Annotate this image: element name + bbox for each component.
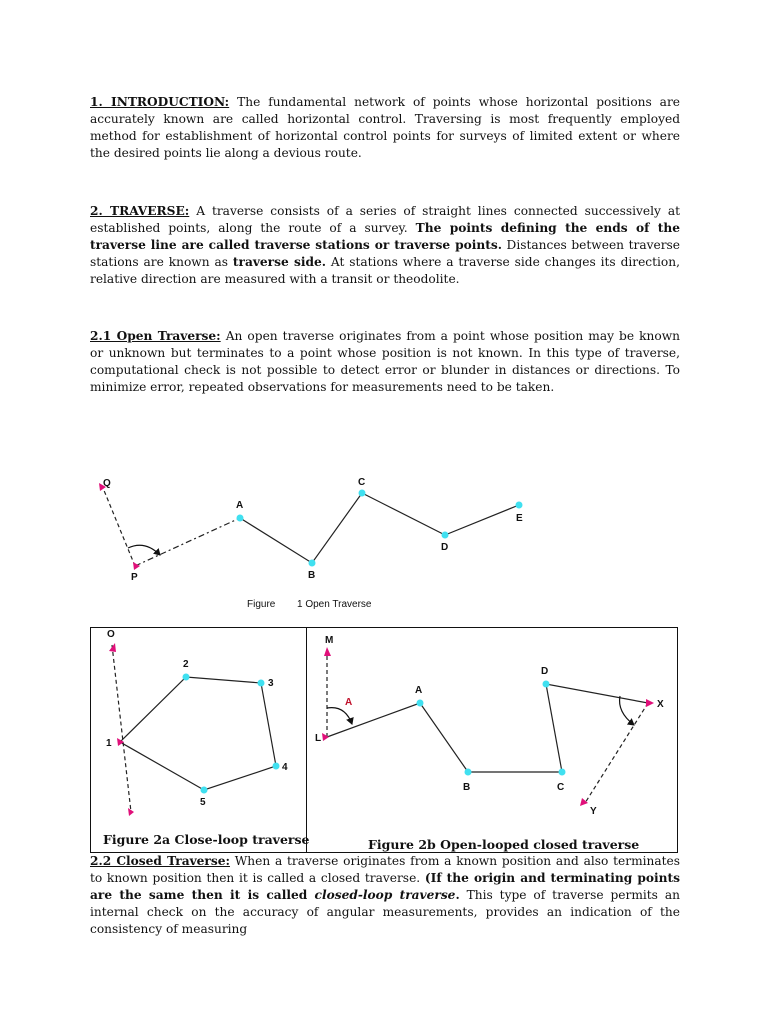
intro-text: The fundamental network of points whose horizontal positions are accurately known are called horizontal control. Traversing is most frequently employed method for establishment of horizontal control points for surveys of limited extent or where the desired points lie along a devious route.	[90, 95, 680, 160]
open-traverse-text: An open traverse originates from a point whose position may be known or unknown but terminates to a point whose position is not known. In this type of traverse, computational check is not possible to detect error or blunder in distances or directions. To minimize error, repeated observations for measurements need to be taken.	[90, 329, 680, 394]
fig2b-label-M: M	[325, 635, 334, 646]
fig2b-station-A	[417, 700, 424, 707]
fig1-label-P: P	[131, 572, 138, 583]
fig2b-station-C	[559, 769, 566, 776]
traverse-bold-2: traverse side.	[232, 255, 326, 269]
closed-traverse-bold-end: .	[455, 888, 460, 902]
closed-traverse-heading: 2.2 Closed Traverse:	[90, 854, 230, 868]
closed-traverse-italic: closed-loop traverse	[314, 888, 456, 902]
fig2b-point-L-marker	[322, 733, 329, 741]
fig2a-label-4: 4	[282, 762, 288, 773]
fig1-station-A	[237, 515, 244, 522]
fig2b-line-XY	[585, 703, 648, 803]
figure2-frame	[91, 628, 678, 853]
fig1-label-C: C	[358, 477, 366, 488]
fig1-caption-word: Figure	[247, 599, 276, 610]
fig2b-label-A: A	[415, 685, 423, 696]
fig2b-label-angle-A: A	[345, 697, 353, 708]
fig2a-label-2: 2	[183, 659, 189, 670]
figure1-open-traverse	[99, 477, 523, 610]
fig2b-label-C: C	[557, 782, 565, 793]
fig1-station-B	[309, 560, 316, 567]
fig2b-label-B: B	[463, 782, 471, 793]
traverse-bold-1: The points defining the ends of the traverse line are called traverse stations or traverse points.	[90, 221, 680, 252]
fig1-station-D	[442, 532, 449, 539]
fig2b-point-M-marker	[324, 647, 331, 656]
closed-traverse-paragraph	[90, 853, 680, 938]
fig1-label-A: A	[236, 500, 244, 511]
fig2b-station-B	[465, 769, 472, 776]
fig2a-loop	[120, 677, 276, 790]
fig1-label-D: D	[441, 542, 449, 553]
fig1-line-PQ	[103, 488, 135, 566]
fig1-point-P-marker	[133, 562, 140, 570]
fig1-label-B: B	[308, 570, 316, 581]
fig2a-end-marker	[128, 808, 134, 816]
fig1-caption-rest: 1 Open Traverse	[297, 599, 372, 610]
fig2a-station-2	[183, 674, 190, 681]
fig2b-angle-arrow-A	[327, 708, 352, 724]
figure2a-caption: Figure 2a Close-loop traverse	[103, 832, 310, 847]
fig1-label-E: E	[516, 513, 523, 524]
fig2a-station-4	[273, 763, 280, 770]
fig1-line-PA	[135, 518, 240, 566]
figure2b-open-looped	[315, 635, 664, 817]
fig2b-station-D	[543, 681, 550, 688]
fig1-label-Q: Q	[103, 478, 111, 489]
closed-traverse-text-2: This type of traverse permits an internal check on the accuracy of angular measurements, provides an indication of the consistency of measuring	[90, 888, 680, 936]
open-traverse-heading: 2.1 Open Traverse:	[90, 329, 221, 343]
fig2b-traverse-line	[327, 684, 648, 772]
fig2b-label-Y: Y	[590, 806, 597, 817]
closed-traverse-text-1: When a traverse originates from a known position and also terminates to known position then it is called a closed traverse.	[90, 854, 681, 885]
fig2a-label-O: O	[107, 629, 115, 640]
fig2a-point-O-marker	[109, 643, 116, 652]
fig1-station-E	[516, 502, 523, 509]
intro-heading: 1. INTRODUCTION:	[90, 95, 230, 109]
fig2a-label-1: 1	[106, 738, 112, 749]
fig1-traverse-line	[240, 493, 519, 563]
fig1-station-C	[359, 490, 366, 497]
figure2a-closed-loop	[106, 629, 288, 816]
fig2a-station-3	[258, 680, 265, 687]
fig2b-label-X: X	[657, 699, 664, 710]
fig2a-label-3: 3	[268, 678, 274, 689]
figure2b-caption: Figure 2b Open-looped closed traverse	[368, 837, 640, 852]
traverse-heading: 2. TRAVERSE:	[90, 204, 190, 218]
fig2b-label-D: D	[541, 666, 549, 677]
fig2b-point-X-marker	[646, 699, 654, 707]
fig1-angle-arrow	[128, 545, 160, 555]
traverse-text-2: Distances between traverse stations are known as	[90, 238, 680, 269]
traverse-text-1: A traverse consists of a series of straight lines connected successively at established points, along the route of a survey.	[90, 204, 680, 235]
fig2a-line-O	[112, 645, 131, 812]
fig2a-label-5: 5	[200, 797, 206, 808]
traverse-text-3: At stations where a traverse side changes its direction, relative direction are measured with a transit or theodolite.	[90, 255, 680, 286]
fig2a-station-5	[201, 787, 208, 794]
closed-traverse-bold-1: (If the origin and terminating points are the same then it is called	[90, 871, 680, 902]
fig2b-label-L: L	[315, 733, 322, 744]
